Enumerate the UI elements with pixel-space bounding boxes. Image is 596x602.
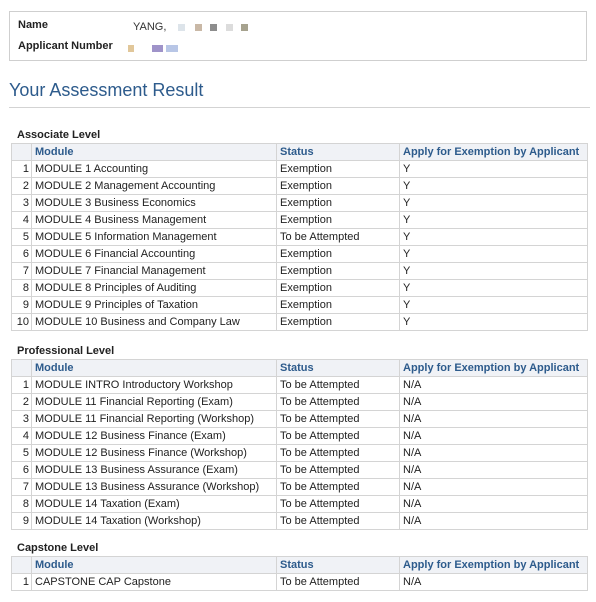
row-number: 8 — [12, 280, 32, 297]
apply-cell: N/A — [400, 574, 588, 591]
module-cell: CAPSTONE CAP Capstone — [32, 574, 277, 591]
module-cell: MODULE 4 Business Management — [32, 212, 277, 229]
num-header — [12, 144, 32, 161]
applicant-info-box — [9, 11, 587, 61]
status-cell: Exemption — [277, 280, 400, 297]
module-cell: MODULE 14 Taxation (Workshop) — [32, 513, 277, 530]
module-header: Module — [32, 360, 277, 377]
apply-cell: N/A — [400, 479, 588, 496]
module-cell: MODULE 12 Business Finance (Workshop) — [32, 445, 277, 462]
applicant-number-label: Applicant Number — [18, 40, 113, 52]
status-cell: Exemption — [277, 212, 400, 229]
status-cell: Exemption — [277, 314, 400, 331]
status-cell: To be Attempted — [277, 513, 400, 530]
capstone-level-table — [11, 556, 588, 591]
row-number: 4 — [12, 428, 32, 445]
module-cell: MODULE 5 Information Management — [32, 229, 277, 246]
status-cell: To be Attempted — [277, 479, 400, 496]
apply-cell: N/A — [400, 411, 588, 428]
status-cell: Exemption — [277, 195, 400, 212]
module-cell: MODULE 11 Financial Reporting (Exam) — [32, 394, 277, 411]
table-row — [12, 161, 588, 178]
apply-cell: Y — [400, 280, 588, 297]
status-cell: Exemption — [277, 297, 400, 314]
apply-cell: Y — [400, 161, 588, 178]
row-number: 4 — [12, 212, 32, 229]
table-header-row — [12, 360, 588, 377]
module-cell: MODULE 9 Principles of Taxation — [32, 297, 277, 314]
row-number: 7 — [12, 263, 32, 280]
status-cell: To be Attempted — [277, 411, 400, 428]
status-header: Status — [277, 557, 400, 574]
table-row — [12, 394, 588, 411]
table-row — [12, 195, 588, 212]
module-cell: MODULE 13 Business Assurance (Workshop) — [32, 479, 277, 496]
table-row — [12, 377, 588, 394]
row-number: 6 — [12, 462, 32, 479]
associate-level-title: Associate Level — [17, 129, 101, 141]
apply-cell: Y — [400, 178, 588, 195]
apply-cell: Y — [400, 263, 588, 280]
status-cell: To be Attempted — [277, 445, 400, 462]
table-row — [12, 297, 588, 314]
capstone-level-title: Capstone Level — [17, 542, 99, 554]
row-number: 8 — [12, 496, 32, 513]
status-header: Status — [277, 360, 400, 377]
row-number: 1 — [12, 574, 32, 591]
table-header-row — [12, 144, 588, 161]
status-cell: Exemption — [277, 161, 400, 178]
table-row — [12, 411, 588, 428]
apply-cell: Y — [400, 195, 588, 212]
status-cell: To be Attempted — [277, 462, 400, 479]
module-cell: MODULE 10 Business and Company Law — [32, 314, 277, 331]
apply-cell: Y — [400, 246, 588, 263]
table-row — [12, 212, 588, 229]
professional-level-table — [11, 359, 588, 530]
status-cell: Exemption — [277, 178, 400, 195]
title-divider — [9, 107, 590, 108]
apply-cell: Y — [400, 229, 588, 246]
apply-cell: Y — [400, 297, 588, 314]
apply-cell: N/A — [400, 445, 588, 462]
module-cell: MODULE 11 Financial Reporting (Workshop) — [32, 411, 277, 428]
row-number: 9 — [12, 513, 32, 530]
row-number: 1 — [12, 161, 32, 178]
status-cell: To be Attempted — [277, 428, 400, 445]
status-cell: To be Attempted — [277, 377, 400, 394]
row-number: 5 — [12, 445, 32, 462]
module-cell: MODULE 14 Taxation (Exam) — [32, 496, 277, 513]
row-number: 7 — [12, 479, 32, 496]
apply-cell: Y — [400, 314, 588, 331]
status-cell: Exemption — [277, 263, 400, 280]
professional-level-title: Professional Level — [17, 345, 115, 357]
status-cell: To be Attempted — [277, 496, 400, 513]
table-row — [12, 574, 588, 591]
row-number: 6 — [12, 246, 32, 263]
apply-cell: N/A — [400, 513, 588, 530]
module-cell: MODULE INTRO Introductory Workshop — [32, 377, 277, 394]
status-header: Status — [277, 144, 400, 161]
table-row — [12, 314, 588, 331]
apply-cell: Y — [400, 212, 588, 229]
apply-cell: N/A — [400, 428, 588, 445]
module-cell: MODULE 6 Financial Accounting — [32, 246, 277, 263]
module-header: Module — [32, 557, 277, 574]
apply-cell: N/A — [400, 496, 588, 513]
table-header-row — [12, 557, 588, 574]
apply-cell: N/A — [400, 394, 588, 411]
row-number: 3 — [12, 411, 32, 428]
name-label: Name — [18, 19, 48, 31]
row-number: 1 — [12, 377, 32, 394]
num-header — [12, 360, 32, 377]
module-cell: MODULE 8 Principles of Auditing — [32, 280, 277, 297]
associate-level-table — [11, 143, 588, 331]
row-number: 10 — [12, 314, 32, 331]
apply-header: Apply for Exemption by Applicant — [400, 360, 588, 377]
table-row — [12, 496, 588, 513]
module-cell: MODULE 13 Business Assurance (Exam) — [32, 462, 277, 479]
name-value: YANG, — [133, 21, 167, 33]
row-number: 2 — [12, 394, 32, 411]
table-row — [12, 229, 588, 246]
table-row — [12, 246, 588, 263]
row-number: 9 — [12, 297, 32, 314]
status-cell: To be Attempted — [277, 229, 400, 246]
apply-cell: N/A — [400, 377, 588, 394]
table-row — [12, 263, 588, 280]
row-number: 3 — [12, 195, 32, 212]
table-row — [12, 513, 588, 530]
apply-header: Apply for Exemption by Applicant — [400, 557, 588, 574]
module-cell: MODULE 7 Financial Management — [32, 263, 277, 280]
module-cell: MODULE 3 Business Economics — [32, 195, 277, 212]
page-title: Your Assessment Result — [9, 80, 204, 100]
status-cell: Exemption — [277, 246, 400, 263]
apply-header: Apply for Exemption by Applicant — [400, 144, 588, 161]
apply-cell: N/A — [400, 462, 588, 479]
num-header — [12, 557, 32, 574]
row-number: 5 — [12, 229, 32, 246]
row-number: 2 — [12, 178, 32, 195]
status-cell: To be Attempted — [277, 394, 400, 411]
status-cell: To be Attempted — [277, 574, 400, 591]
module-cell: MODULE 12 Business Finance (Exam) — [32, 428, 277, 445]
table-row — [12, 428, 588, 445]
table-row — [12, 462, 588, 479]
module-cell: MODULE 1 Accounting — [32, 161, 277, 178]
table-row — [12, 178, 588, 195]
table-row — [12, 445, 588, 462]
table-row — [12, 280, 588, 297]
module-header: Module — [32, 144, 277, 161]
module-cell: MODULE 2 Management Accounting — [32, 178, 277, 195]
table-row — [12, 479, 588, 496]
